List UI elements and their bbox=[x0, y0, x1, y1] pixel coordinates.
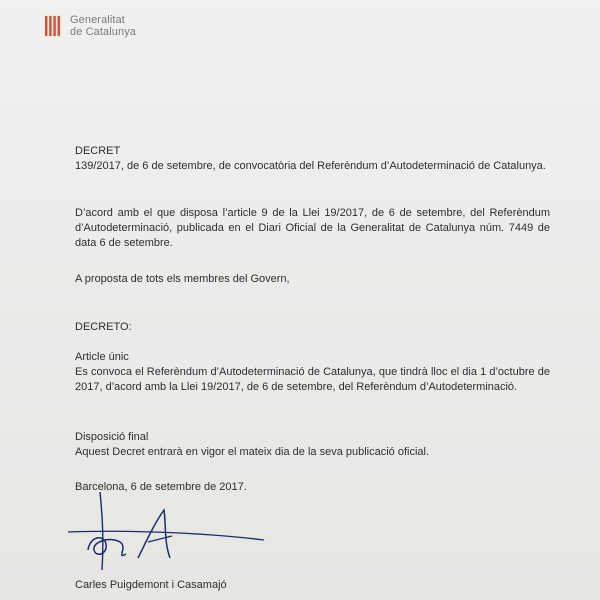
org-line-2: de Catalunya bbox=[70, 26, 137, 38]
proposal-paragraph: A proposta de tots els membres del Govern, bbox=[75, 273, 290, 285]
signatory-name: Carles Puigdemont i Casamajó bbox=[75, 579, 227, 591]
final-provision-text: Aquest Decret entrarà en vigor el mateix dia de la seva publicació oficial. bbox=[75, 446, 430, 458]
decree-heading: DECRET bbox=[75, 145, 121, 157]
article-title: Article únic bbox=[75, 351, 129, 363]
catalan-flag-seal-icon bbox=[44, 15, 62, 37]
article-text: Es convoca el Referèndum d’Autodeterminació de Catalunya, que tindrà lloc el dia 1 d’octubre de 2017, d’acord amb la Llei 19/2017, de 6 de setembre, del Referèndum d’Autodeterminació. bbox=[75, 366, 550, 393]
final-provision-title: Disposició final bbox=[75, 431, 149, 443]
org-line-1: Generalitat bbox=[70, 14, 125, 26]
decree-heading-block bbox=[75, 144, 555, 174]
handwritten-signature bbox=[60, 492, 280, 572]
decreto-label: DECRETO: bbox=[75, 321, 132, 333]
generalitat-wordmark bbox=[70, 14, 136, 38]
generalitat-logo bbox=[44, 14, 136, 38]
preamble-paragraph: D’acord amb el que disposa l’article 9 de la Llei 19/2017, de 6 de setembre, del Referèndum d’Autodeterminació, publicada en el Diari Oficial de la Generalitat de Catalunya núm. 7449 de data 6 de setembre. bbox=[75, 207, 550, 249]
place-date: Barcelona, 6 de setembre de 2017. bbox=[75, 481, 247, 493]
decree-subtitle: 139/2017, de 6 de setembre, de convocatòria del Referèndum d’Autodeterminació de Catalunya. bbox=[75, 160, 546, 172]
